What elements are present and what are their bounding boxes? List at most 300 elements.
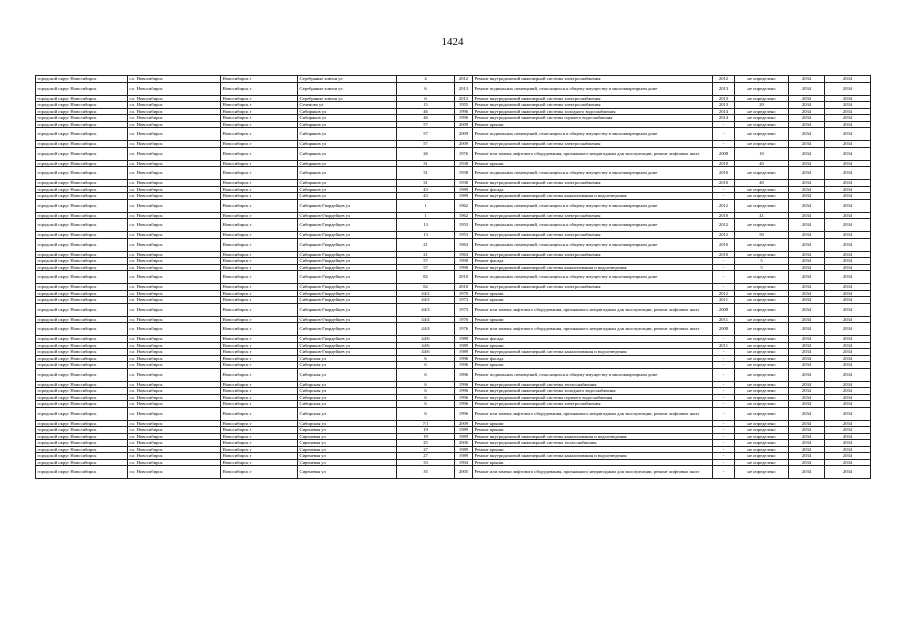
work-type-cell: Ремонт подвальных помещений, относящихся к общему имуществу в многоквартирном доме: [473, 271, 713, 284]
house-number-cell: 4: [397, 76, 455, 83]
street-cell: Сибирская ул: [298, 368, 397, 381]
plan-year-end-cell: 2034: [825, 264, 871, 271]
municipality-cell: городской округ Новосибирск: [36, 453, 128, 460]
house-number-cell: 82: [397, 284, 455, 291]
build-year-cell: 1996: [455, 407, 473, 420]
house-number-cell: 31: [397, 167, 455, 180]
wear-cell: не определено: [735, 128, 789, 141]
municipality-cell: городской округ Новосибирск: [36, 232, 128, 239]
build-year-cell: 1962: [455, 212, 473, 219]
street-cell: Сеченова ул: [298, 102, 397, 109]
page-number: 1424: [441, 36, 464, 48]
plan-year-start-cell: 2034: [789, 388, 825, 395]
district-cell: г.о. Новосибирск: [128, 433, 221, 440]
wear-cell: 20: [735, 102, 789, 109]
settlement-cell: Новосибирск г: [221, 95, 298, 102]
wear-cell: не определено: [735, 349, 789, 356]
street-cell: Сиреневая ул: [298, 466, 397, 479]
plan-year-end-cell: 2034: [825, 394, 871, 401]
build-year-cell: 1990: [455, 258, 473, 265]
house-number-cell: 44/6: [397, 336, 455, 343]
work-type-cell: Ремонт крыши: [473, 459, 713, 466]
last-repair-year-cell: -: [713, 284, 735, 291]
settlement-cell: Новосибирск г: [221, 342, 298, 349]
street-cell: Сибирская ул: [298, 407, 397, 420]
municipality-cell: городской округ Новосибирск: [36, 147, 128, 160]
municipality-cell: городской округ Новосибирск: [36, 284, 128, 291]
last-repair-year-cell: -: [713, 336, 735, 343]
last-repair-year-cell: 2010: [713, 251, 735, 258]
work-type-cell: Ремонт внутридомовой инженерной системы канализования и водоотведения: [473, 264, 713, 271]
house-number-cell: 6: [397, 401, 455, 408]
table-row: [36, 407, 871, 420]
house-number-cell: 7/1: [397, 420, 455, 427]
work-type-cell: Ремонт крыши: [473, 297, 713, 304]
district-cell: г.о. Новосибирск: [128, 160, 221, 167]
settlement-cell: Новосибирск г: [221, 394, 298, 401]
district-cell: г.о. Новосибирск: [128, 440, 221, 447]
municipality-cell: городской округ Новосибирск: [36, 160, 128, 167]
district-cell: г.о. Новосибирск: [128, 232, 221, 239]
build-year-cell: 2012: [455, 76, 473, 83]
build-year-cell: 1953: [455, 219, 473, 232]
municipality-cell: городской округ Новосибирск: [36, 76, 128, 83]
table-row: [36, 303, 871, 316]
settlement-cell: Новосибирск г: [221, 186, 298, 193]
municipality-cell: городской округ Новосибирск: [36, 394, 128, 401]
wear-cell: не определено: [735, 108, 789, 115]
settlement-cell: Новосибирск г: [221, 407, 298, 420]
municipality-cell: городской округ Новосибирск: [36, 401, 128, 408]
wear-cell: не определено: [735, 115, 789, 122]
street-cell: Сибиряков ул: [298, 160, 397, 167]
municipality-cell: городской округ Новосибирск: [36, 355, 128, 362]
last-repair-year-cell: 2008: [713, 323, 735, 336]
street-cell: Сиреневая ул: [298, 459, 397, 466]
wear-cell: не определено: [735, 466, 789, 479]
work-type-cell: Ремонт подвальных помещений, относящихся к общему имуществу в многоквартирном доме: [473, 82, 713, 95]
municipality-cell: городской округ Новосибирск: [36, 459, 128, 466]
plan-year-start-cell: 2034: [789, 407, 825, 420]
build-year-cell: 1955: [455, 102, 473, 109]
plan-year-start-cell: 2034: [789, 440, 825, 447]
district-cell: г.о. Новосибирск: [128, 108, 221, 115]
work-type-cell: Ремонт внутридомовой инженерной системы электроснабжения: [473, 76, 713, 83]
last-repair-year-cell: 2012: [713, 76, 735, 83]
district-cell: г.о. Новосибирск: [128, 251, 221, 258]
work-type-cell: Ремонт крыши: [473, 446, 713, 453]
municipality-cell: городской округ Новосибирск: [36, 336, 128, 343]
wear-cell: не определено: [735, 290, 789, 297]
last-repair-year-cell: -: [713, 264, 735, 271]
settlement-cell: Новосибирск г: [221, 232, 298, 239]
district-cell: г.о. Новосибирск: [128, 381, 221, 388]
work-type-cell: Ремонт внутридомовой инженерной системы канализования и водоотведения: [473, 453, 713, 460]
plan-year-end-cell: 2034: [825, 420, 871, 427]
work-type-cell: Ремонт внутридомовой инженерной системы электроснабжения: [473, 232, 713, 239]
street-cell: Сибирская ул: [298, 394, 397, 401]
settlement-cell: Новосибирск г: [221, 284, 298, 291]
build-year-cell: 1989: [455, 433, 473, 440]
street-cell: Сибиряков ул: [298, 128, 397, 141]
plan-year-end-cell: 2034: [825, 297, 871, 304]
house-number-cell: 27: [397, 446, 455, 453]
street-cell: Сиреневая ул: [298, 427, 397, 434]
plan-year-end-cell: 2034: [825, 362, 871, 369]
settlement-cell: Новосибирск г: [221, 401, 298, 408]
plan-year-start-cell: 2034: [789, 82, 825, 95]
street-cell: Сибиряков-Гвардейцев ул: [298, 290, 397, 297]
last-repair-year-cell: 2010: [713, 180, 735, 187]
last-repair-year-cell: 2008: [713, 303, 735, 316]
settlement-cell: Новосибирск г: [221, 76, 298, 83]
wear-cell: не определено: [735, 297, 789, 304]
plan-year-end-cell: 2034: [825, 82, 871, 95]
plan-year-end-cell: 2034: [825, 238, 871, 251]
plan-year-end-cell: 2034: [825, 193, 871, 200]
work-type-cell: Ремонт внутридомовой инженерной системы электроснабжения: [473, 284, 713, 291]
settlement-cell: Новосибирск г: [221, 459, 298, 466]
last-repair-year-cell: -: [713, 141, 735, 148]
build-year-cell: 2009: [455, 128, 473, 141]
work-type-cell: Ремонт или замена лифтового оборудования, признанного непригодным для эксплуатации, ремонт лифтовых шахт: [473, 147, 713, 160]
plan-year-start-cell: 2034: [789, 349, 825, 356]
wear-cell: не определено: [735, 284, 789, 291]
wear-cell: не определено: [735, 238, 789, 251]
plan-year-start-cell: 2034: [789, 251, 825, 258]
plan-year-start-cell: 2034: [789, 264, 825, 271]
plan-year-end-cell: 2034: [825, 251, 871, 258]
district-cell: г.о. Новосибирск: [128, 238, 221, 251]
build-year-cell: 1973: [455, 303, 473, 316]
build-year-cell: 2009: [455, 420, 473, 427]
build-year-cell: 1963: [455, 251, 473, 258]
build-year-cell: 2009: [455, 141, 473, 148]
municipality-cell: городской округ Новосибирск: [36, 102, 128, 109]
plan-year-end-cell: 2034: [825, 219, 871, 232]
table-row: [36, 368, 871, 381]
district-cell: г.о. Новосибирск: [128, 284, 221, 291]
build-year-cell: 1996: [455, 362, 473, 369]
house-number-cell: 6: [397, 95, 455, 102]
house-number-cell: 21: [397, 238, 455, 251]
district-cell: г.о. Новосибирск: [128, 342, 221, 349]
wear-cell: не определено: [735, 323, 789, 336]
wear-cell: не определено: [735, 355, 789, 362]
municipality-cell: городской округ Новосибирск: [36, 193, 128, 200]
last-repair-year-cell: -: [713, 258, 735, 265]
last-repair-year-cell: 2011: [713, 342, 735, 349]
settlement-cell: Новосибирск г: [221, 147, 298, 160]
build-year-cell: 1996: [455, 381, 473, 388]
municipality-cell: городской округ Новосибирск: [36, 199, 128, 212]
build-year-cell: 1989: [455, 427, 473, 434]
street-cell: Сибирская ул: [298, 362, 397, 369]
house-number-cell: 57: [397, 264, 455, 271]
settlement-cell: Новосибирск г: [221, 355, 298, 362]
municipality-cell: городской округ Новосибирск: [36, 368, 128, 381]
plan-year-start-cell: 2034: [789, 271, 825, 284]
street-cell: Сибиряков-Гвардейцев ул: [298, 342, 397, 349]
plan-year-start-cell: 2034: [789, 453, 825, 460]
work-type-cell: Ремонт внутридомовой инженерной системы холодного водоснабжения: [473, 388, 713, 395]
house-number-cell: 13: [397, 219, 455, 232]
wear-cell: 5: [735, 264, 789, 271]
house-number-cell: 6: [397, 388, 455, 395]
table-row: [36, 323, 871, 336]
settlement-cell: Новосибирск г: [221, 108, 298, 115]
settlement-cell: Новосибирск г: [221, 323, 298, 336]
plan-year-end-cell: 2034: [825, 141, 871, 148]
build-year-cell: 2006: [455, 440, 473, 447]
last-repair-year-cell: 2010: [713, 238, 735, 251]
work-type-cell: Ремонт внутридомовой инженерной системы канализования и водоотведения: [473, 433, 713, 440]
plan-year-start-cell: 2034: [789, 336, 825, 343]
plan-year-end-cell: 2034: [825, 121, 871, 128]
work-type-cell: Ремонт внутридомовой инженерной системы теплоснабжения: [473, 381, 713, 388]
work-type-cell: Ремонт внутридомовой инженерной системы канализования и водоотведения: [473, 193, 713, 200]
plan-year-end-cell: 2034: [825, 271, 871, 284]
work-type-cell: Ремонт крыши: [473, 342, 713, 349]
wear-cell: 10: [735, 147, 789, 160]
build-year-cell: 1963: [455, 238, 473, 251]
plan-year-end-cell: 2034: [825, 212, 871, 219]
street-cell: Сиреневая ул: [298, 433, 397, 440]
municipality-cell: городской округ Новосибирск: [36, 238, 128, 251]
last-repair-year-cell: 2014: [713, 115, 735, 122]
plan-year-start-cell: 2034: [789, 420, 825, 427]
street-cell: Сибиряков-Гвардейцев ул: [298, 271, 397, 284]
settlement-cell: Новосибирск г: [221, 336, 298, 343]
settlement-cell: Новосибирск г: [221, 115, 298, 122]
plan-year-start-cell: 2034: [789, 342, 825, 349]
house-number-cell: 46: [397, 115, 455, 122]
build-year-cell: 1989: [455, 336, 473, 343]
settlement-cell: Новосибирск г: [221, 290, 298, 297]
plan-year-end-cell: 2034: [825, 167, 871, 180]
table-row: [36, 128, 871, 141]
wear-cell: не определено: [735, 82, 789, 95]
house-number-cell: 82: [397, 271, 455, 284]
municipality-cell: городской округ Новосибирск: [36, 115, 128, 122]
house-number-cell: 21: [397, 251, 455, 258]
wear-cell: не определено: [735, 316, 789, 323]
municipality-cell: городской округ Новосибирск: [36, 186, 128, 193]
plan-year-end-cell: 2034: [825, 459, 871, 466]
district-cell: г.о. Новосибирск: [128, 388, 221, 395]
last-repair-year-cell: -: [713, 446, 735, 453]
wear-cell: не определено: [735, 303, 789, 316]
last-repair-year-cell: 2013: [713, 95, 735, 102]
plan-year-start-cell: 2034: [789, 297, 825, 304]
last-repair-year-cell: -: [713, 193, 735, 200]
last-repair-year-cell: 2011: [713, 297, 735, 304]
plan-year-end-cell: 2034: [825, 102, 871, 109]
street-cell: Сибиряков-Гвардейцев ул: [298, 264, 397, 271]
house-number-cell: 1: [397, 199, 455, 212]
plan-year-end-cell: 2034: [825, 108, 871, 115]
municipality-cell: городской округ Новосибирск: [36, 219, 128, 232]
settlement-cell: Новосибирск г: [221, 368, 298, 381]
wear-cell: 50: [735, 232, 789, 239]
street-cell: Сибиряков-Гвардейцев ул: [298, 303, 397, 316]
municipality-cell: городской округ Новосибирск: [36, 258, 128, 265]
plan-year-end-cell: 2034: [825, 258, 871, 265]
plan-year-end-cell: 2034: [825, 128, 871, 141]
street-cell: Сибиряков ул: [298, 141, 397, 148]
house-number-cell: 6: [397, 82, 455, 95]
municipality-cell: городской округ Новосибирск: [36, 349, 128, 356]
plan-year-end-cell: 2034: [825, 147, 871, 160]
work-type-cell: Ремонт фасада: [473, 258, 713, 265]
plan-year-start-cell: 2034: [789, 212, 825, 219]
house-number-cell: 6: [397, 368, 455, 381]
table-row: [36, 147, 871, 160]
settlement-cell: Новосибирск г: [221, 199, 298, 212]
municipality-cell: городской округ Новосибирск: [36, 446, 128, 453]
build-year-cell: 1989: [455, 342, 473, 349]
district-cell: г.о. Новосибирск: [128, 394, 221, 401]
plan-year-start-cell: 2034: [789, 303, 825, 316]
district-cell: г.о. Новосибирск: [128, 141, 221, 148]
district-cell: г.о. Новосибирск: [128, 167, 221, 180]
municipality-cell: городской округ Новосибирск: [36, 420, 128, 427]
wear-cell: не определено: [735, 401, 789, 408]
work-type-cell: Ремонт фасада: [473, 186, 713, 193]
plan-year-start-cell: 2034: [789, 433, 825, 440]
plan-year-end-cell: 2034: [825, 355, 871, 362]
work-type-cell: Ремонт внутридомовой инженерной системы электроснабжения: [473, 251, 713, 258]
settlement-cell: Новосибирск г: [221, 433, 298, 440]
plan-year-end-cell: 2034: [825, 336, 871, 343]
work-type-cell: Ремонт крыши: [473, 420, 713, 427]
plan-year-start-cell: 2034: [789, 76, 825, 83]
municipality-cell: городской округ Новосибирск: [36, 466, 128, 479]
last-repair-year-cell: 2012: [713, 290, 735, 297]
settlement-cell: Новосибирск г: [221, 219, 298, 232]
settlement-cell: Новосибирск г: [221, 381, 298, 388]
settlement-cell: Новосибирск г: [221, 440, 298, 447]
work-type-cell: Ремонт внутридомовой инженерной системы холодного водоснабжения: [473, 108, 713, 115]
municipality-cell: городской округ Новосибирск: [36, 128, 128, 141]
plan-year-end-cell: 2034: [825, 466, 871, 479]
district-cell: г.о. Новосибирск: [128, 401, 221, 408]
municipality-cell: городской округ Новосибирск: [36, 381, 128, 388]
settlement-cell: Новосибирск г: [221, 258, 298, 265]
work-type-cell: Ремонт или замена лифтового оборудования, признанного непригодным для эксплуатации, ремонт лифтовых шахт: [473, 466, 713, 479]
district-cell: г.о. Новосибирск: [128, 316, 221, 323]
house-number-cell: 6: [397, 407, 455, 420]
plan-year-start-cell: 2034: [789, 284, 825, 291]
street-cell: Сибиряков-Гвардейцев ул: [298, 316, 397, 323]
plan-year-start-cell: 2034: [789, 323, 825, 336]
last-repair-year-cell: 2010: [713, 167, 735, 180]
work-type-cell: Ремонт подвальных помещений, относящихся к общему имуществу в многоквартирном доме: [473, 219, 713, 232]
build-year-cell: 1996: [455, 115, 473, 122]
street-cell: Сибиряков-Гвардейцев ул: [298, 258, 397, 265]
wear-cell: не определено: [735, 388, 789, 395]
municipality-cell: городской округ Новосибирск: [36, 271, 128, 284]
wear-cell: не определено: [735, 121, 789, 128]
plan-year-start-cell: 2034: [789, 219, 825, 232]
last-repair-year-cell: -: [713, 271, 735, 284]
work-type-cell: Ремонт внутридомовой инженерной системы электроснабжения: [473, 212, 713, 219]
district-cell: г.о. Новосибирск: [128, 336, 221, 343]
last-repair-year-cell: -: [713, 388, 735, 395]
build-year-cell: 1996: [455, 388, 473, 395]
table-row: [36, 199, 871, 212]
wear-cell: не определено: [735, 433, 789, 440]
plan-year-end-cell: 2034: [825, 180, 871, 187]
last-repair-year-cell: -: [713, 433, 735, 440]
plan-year-end-cell: 2034: [825, 303, 871, 316]
street-cell: Сибиряков-Гвардейцев ул: [298, 251, 397, 258]
house-number-cell: 44/6: [397, 349, 455, 356]
wear-cell: не определено: [735, 459, 789, 466]
settlement-cell: Новосибирск г: [221, 297, 298, 304]
house-number-cell: 13: [397, 232, 455, 239]
plan-year-start-cell: 2034: [789, 394, 825, 401]
table-row: [36, 466, 871, 479]
last-repair-year-cell: -: [713, 453, 735, 460]
settlement-cell: Новосибирск г: [221, 180, 298, 187]
work-type-cell: Ремонт подвальных помещений, относящихся к общему имуществу в многоквартирном доме: [473, 167, 713, 180]
district-cell: г.о. Новосибирск: [128, 121, 221, 128]
wear-cell: не определено: [735, 199, 789, 212]
district-cell: г.о. Новосибирск: [128, 199, 221, 212]
street-cell: Сибиряков ул: [298, 193, 397, 200]
district-cell: г.о. Новосибирск: [128, 212, 221, 219]
wear-cell: не определено: [735, 186, 789, 193]
wear-cell: не определено: [735, 95, 789, 102]
plan-year-start-cell: 2034: [789, 95, 825, 102]
municipality-cell: городской округ Новосибирск: [36, 180, 128, 187]
plan-year-start-cell: 2034: [789, 459, 825, 466]
settlement-cell: Новосибирск г: [221, 141, 298, 148]
last-repair-year-cell: 2010: [713, 212, 735, 219]
house-number-cell: 1: [397, 212, 455, 219]
settlement-cell: Новосибирск г: [221, 102, 298, 109]
plan-year-start-cell: 2034: [789, 368, 825, 381]
municipality-cell: городской округ Новосибирск: [36, 303, 128, 316]
plan-year-start-cell: 2034: [789, 258, 825, 265]
house-number-cell: 46: [397, 108, 455, 115]
build-year-cell: 1989: [455, 446, 473, 453]
work-type-cell: Ремонт или замена лифтового оборудования, признанного непригодным для эксплуатации, ремонт лифтовых шахт: [473, 303, 713, 316]
house-number-cell: 15: [397, 102, 455, 109]
wear-cell: не определено: [735, 362, 789, 369]
plan-year-end-cell: 2034: [825, 427, 871, 434]
district-cell: г.о. Новосибирск: [128, 180, 221, 187]
plan-year-end-cell: 2034: [825, 407, 871, 420]
build-year-cell: 1989: [455, 186, 473, 193]
wear-cell: не определено: [735, 251, 789, 258]
last-repair-year-cell: 2013: [713, 102, 735, 109]
municipality-cell: городской округ Новосибирск: [36, 407, 128, 420]
build-year-cell: 1996: [455, 401, 473, 408]
settlement-cell: Новосибирск г: [221, 303, 298, 316]
build-year-cell: 1996: [455, 108, 473, 115]
municipality-cell: городской округ Новосибирск: [36, 141, 128, 148]
street-cell: Сиреневая ул: [298, 446, 397, 453]
plan-year-end-cell: 2034: [825, 381, 871, 388]
work-type-cell: Ремонт внутридомовой инженерной системы теплоснабжения: [473, 440, 713, 447]
street-cell: Сибиряков-Гвардейцев ул: [298, 238, 397, 251]
work-type-cell: Ремонт крыши: [473, 290, 713, 297]
build-year-cell: 1976: [455, 147, 473, 160]
house-number-cell: 43: [397, 193, 455, 200]
house-number-cell: 31: [397, 160, 455, 167]
